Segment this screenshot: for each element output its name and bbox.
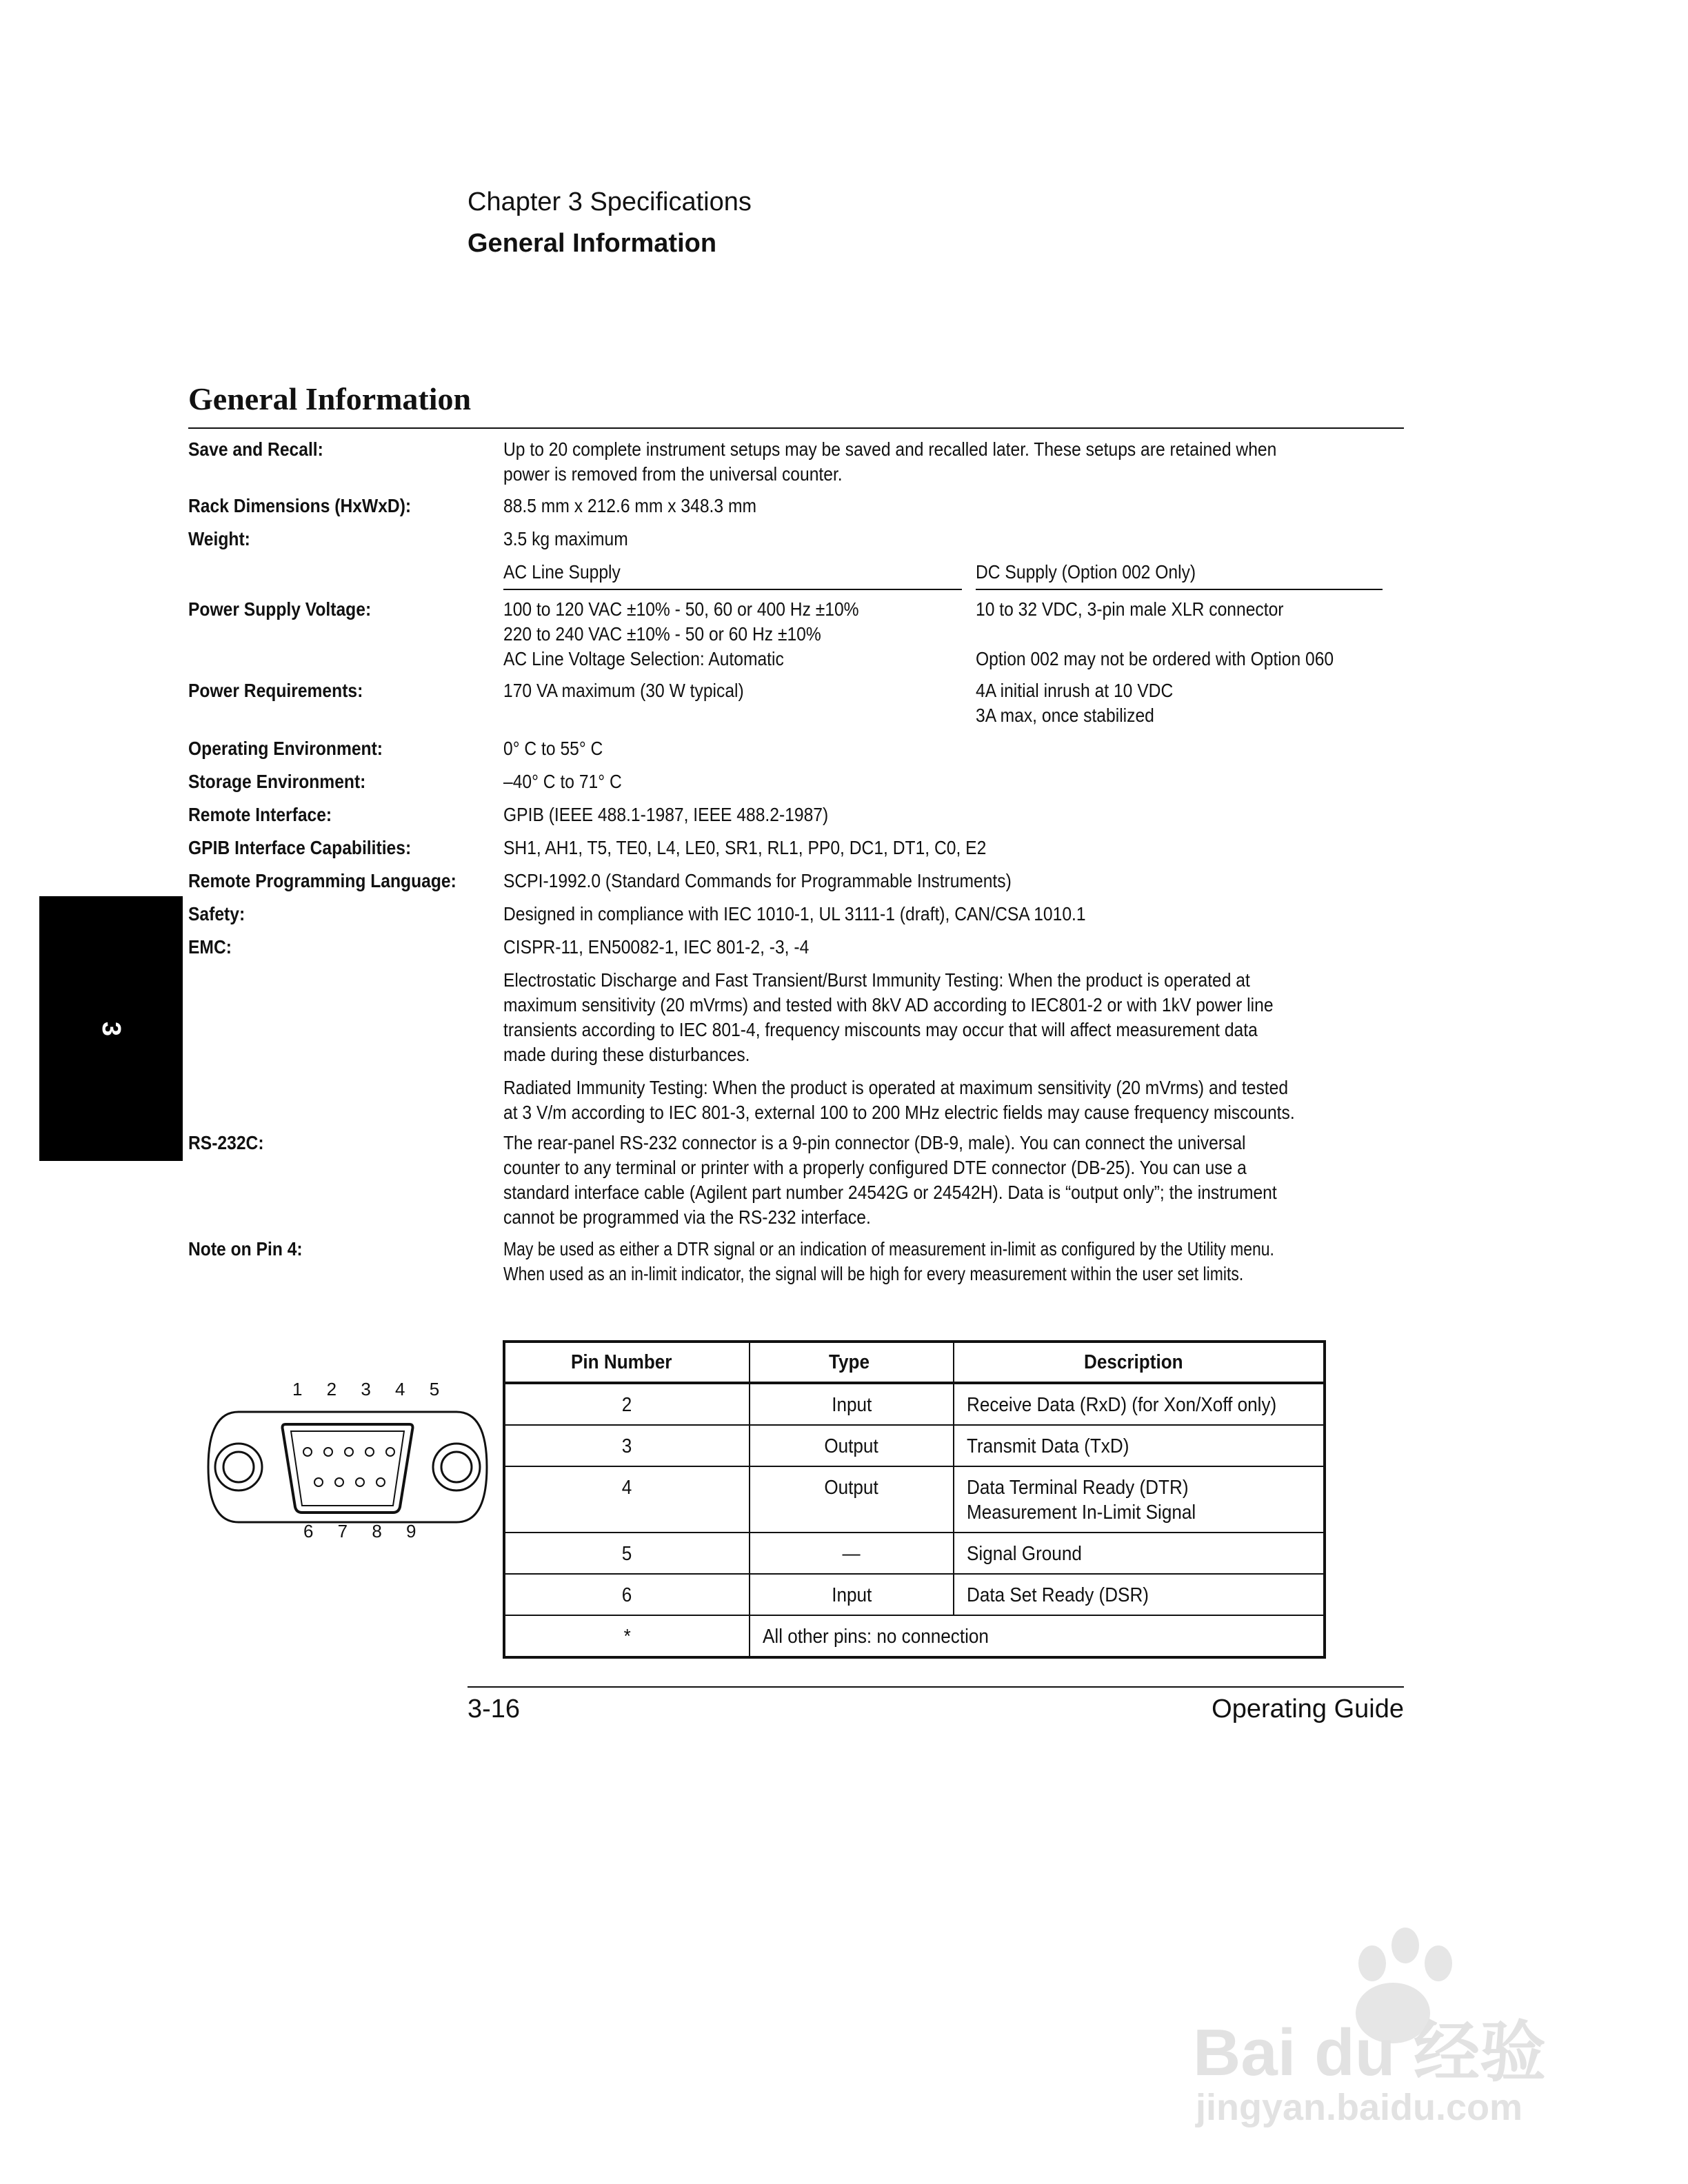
pin-number: * bbox=[623, 1626, 631, 1648]
connector-bottom-pin-numbers: 6 7 8 9 bbox=[303, 1521, 426, 1541]
footer-divider bbox=[468, 1686, 1404, 1688]
pin-type: Output bbox=[824, 1477, 879, 1499]
table-row bbox=[504, 1383, 1325, 1425]
table-row bbox=[504, 1533, 1325, 1574]
running-header-chapter: Chapter 3 Specifications bbox=[468, 188, 752, 216]
spec-label-remote-lang: Remote Programming Language: bbox=[188, 870, 456, 891]
pin-number: 2 bbox=[622, 1394, 632, 1416]
running-header-section: General Information bbox=[468, 229, 717, 258]
column-header-pin: Pin Number bbox=[504, 1342, 750, 1383]
spec-label-op-env: Operating Environment: bbox=[188, 738, 383, 759]
spec-value-rs232: The rear-panel RS-232 connector is a 9-pin connector (DB-9, male). You can connect the universal counter to any terminal or printer with a properly configured DTE connector (DB-25). You can use a standard interface cable (Agilent part number 24542G or 24542H). Data is “output only”; the instrument cannot be programmed via the RS-232 interface. bbox=[503, 1132, 1277, 1228]
table-row bbox=[504, 1574, 1325, 1615]
spec-label-power-req: Power Requirements: bbox=[188, 680, 363, 701]
dc-supply-header: DC Supply (Option 002 Only) bbox=[976, 561, 1196, 583]
page-number: 3-16 bbox=[468, 1695, 521, 1723]
spec-value-op-env: 0° C to 55° C bbox=[503, 738, 603, 759]
pin-description: Data Terminal Ready (DTR) Measurement In-Limit Signal bbox=[966, 1477, 1196, 1524]
spec-value-power-req-dc: 4A initial inrush at 10 VDC 3A max, once stabilized bbox=[976, 680, 1174, 726]
pin-description: Receive Data (RxD) (for Xon/Xoff only) bbox=[966, 1394, 1277, 1416]
spec-label-rs232: RS-232C: bbox=[188, 1132, 264, 1153]
pin-number: 6 bbox=[622, 1584, 632, 1606]
spec-value-power-voltage-ac: 100 to 120 VAC ±10% - 50, 60 or 400 Hz ±10% 220 to 240 VAC ±10% - 50 or 60 Hz ±10% AC Line Voltage Selection: Automatic bbox=[503, 598, 859, 669]
watermark-url-text: jingyan.baidu.com bbox=[1196, 2087, 1523, 2128]
page-title: General Information bbox=[188, 381, 472, 416]
pin-number: 3 bbox=[622, 1435, 632, 1457]
pin-description: Data Set Ready (DSR) bbox=[966, 1584, 1149, 1606]
spec-value-pin4: May be used as either a DTR signal or an indication of measurement in-limit as configured by the Utility menu. When used as an in-limit indicator, the signal will be high for every measurement within the user set limits. bbox=[503, 1238, 1274, 1284]
spec-value-emc: CISPR-11, EN50082-1, IEC 801-2, -3, -4 bbox=[503, 936, 810, 958]
spec-label-remote-if: Remote Interface: bbox=[188, 804, 332, 825]
spec-value-gpib-cap: SH1, AH1, T5, TE0, L4, LE0, SR1, RL1, PP0, DC1, DT1, C0, E2 bbox=[503, 837, 987, 858]
pin-type: Output bbox=[824, 1435, 879, 1457]
spec-label-power-voltage: Power Supply Voltage: bbox=[188, 598, 372, 620]
spec-value-save-recall: Up to 20 complete instrument setups may be saved and recalled later. These setups are retained when power is removed from the universal counter. bbox=[503, 438, 1277, 485]
spec-value-remote-lang: SCPI-1992.0 (Standard Commands for Programmable Instruments) bbox=[503, 870, 1012, 891]
watermark-logo-text: Bai du 经验 bbox=[1193, 2016, 1547, 2090]
pin-description: All other pins: no connection bbox=[762, 1626, 989, 1648]
spec-label-storage-env: Storage Environment: bbox=[188, 771, 366, 792]
footer-guide-title: Operating Guide bbox=[1212, 1695, 1404, 1723]
ac-supply-rule bbox=[503, 589, 962, 590]
column-header-description: Description bbox=[954, 1342, 1325, 1383]
spec-value-power-voltage-dc: 10 to 32 VDC, 3-pin male XLR connector bbox=[976, 598, 1284, 620]
spec-value-option-note: Option 002 may not be ordered with Option 060 bbox=[976, 648, 1334, 669]
pin-number: 4 bbox=[622, 1477, 632, 1499]
spec-value-safety: Designed in compliance with IEC 1010-1, UL 3111-1 (draft), CAN/CSA 1010.1 bbox=[503, 903, 1086, 924]
ac-supply-header: AC Line Supply bbox=[503, 561, 621, 583]
spec-label-save-recall: Save and Recall: bbox=[188, 438, 323, 460]
pin-number: 5 bbox=[622, 1543, 632, 1565]
pin-type: — bbox=[842, 1543, 861, 1565]
table-header-row bbox=[504, 1342, 1325, 1383]
pin-type: Input bbox=[831, 1394, 872, 1416]
pin-table bbox=[503, 1340, 1326, 1659]
table-row bbox=[504, 1466, 1325, 1533]
spec-label-weight: Weight: bbox=[188, 528, 250, 549]
spec-value-remote-if: GPIB (IEEE 488.1-1987, IEEE 488.2-1987) bbox=[503, 804, 829, 825]
table-row bbox=[504, 1615, 1325, 1657]
pin-type: Input bbox=[831, 1584, 872, 1606]
spec-label-gpib-cap: GPIB Interface Capabilities: bbox=[188, 837, 412, 858]
spec-value-power-req-ac: 170 VA maximum (30 W typical) bbox=[503, 680, 744, 701]
spec-label-safety: Safety: bbox=[188, 903, 245, 924]
spec-label-emc: EMC: bbox=[188, 936, 232, 958]
column-header-type: Type bbox=[750, 1342, 954, 1383]
spec-value-weight: 3.5 kg maximum bbox=[503, 528, 628, 549]
title-divider bbox=[188, 427, 1404, 429]
connector-top-pin-numbers: 1 2 3 4 5 bbox=[292, 1379, 450, 1399]
spec-value-emc-radiated: Radiated Immunity Testing: When the product is operated at maximum sensitivity (20 mVrms) and tested at 3 V/m according to IEC 801-3, external 100 to 200 MHz electric fields may cause frequency miscounts. bbox=[503, 1077, 1295, 1123]
chapter-side-tab bbox=[39, 896, 183, 1161]
dc-supply-rule bbox=[976, 589, 1383, 590]
chapter-tab-number: 3 bbox=[97, 1021, 126, 1036]
pin-description: Signal Ground bbox=[966, 1543, 1082, 1565]
spec-label-rack: Rack Dimensions (HxWxD): bbox=[188, 495, 412, 516]
table-row bbox=[504, 1425, 1325, 1466]
spec-value-rack: 88.5 mm x 212.6 mm x 348.3 mm bbox=[503, 495, 757, 516]
spec-value-storage-env: –40° C to 71° C bbox=[503, 771, 622, 792]
db9-connector-icon bbox=[204, 1404, 491, 1530]
pin-description: Transmit Data (TxD) bbox=[966, 1435, 1129, 1457]
spec-label-pin4: Note on Pin 4: bbox=[188, 1238, 303, 1260]
spec-value-emc-esd: Electrostatic Discharge and Fast Transient/Burst Immunity Testing: When the product is operated at maximum sensitivity (20 mVrms) and tested with 8kV AD according to IEC801-2 or with 1kV power line transients according to IEC 801-4, frequency miscounts may occur that will affect measurement data made during these disturbances. bbox=[503, 969, 1274, 1065]
baidu-watermark-icon bbox=[1186, 1910, 1572, 2130]
